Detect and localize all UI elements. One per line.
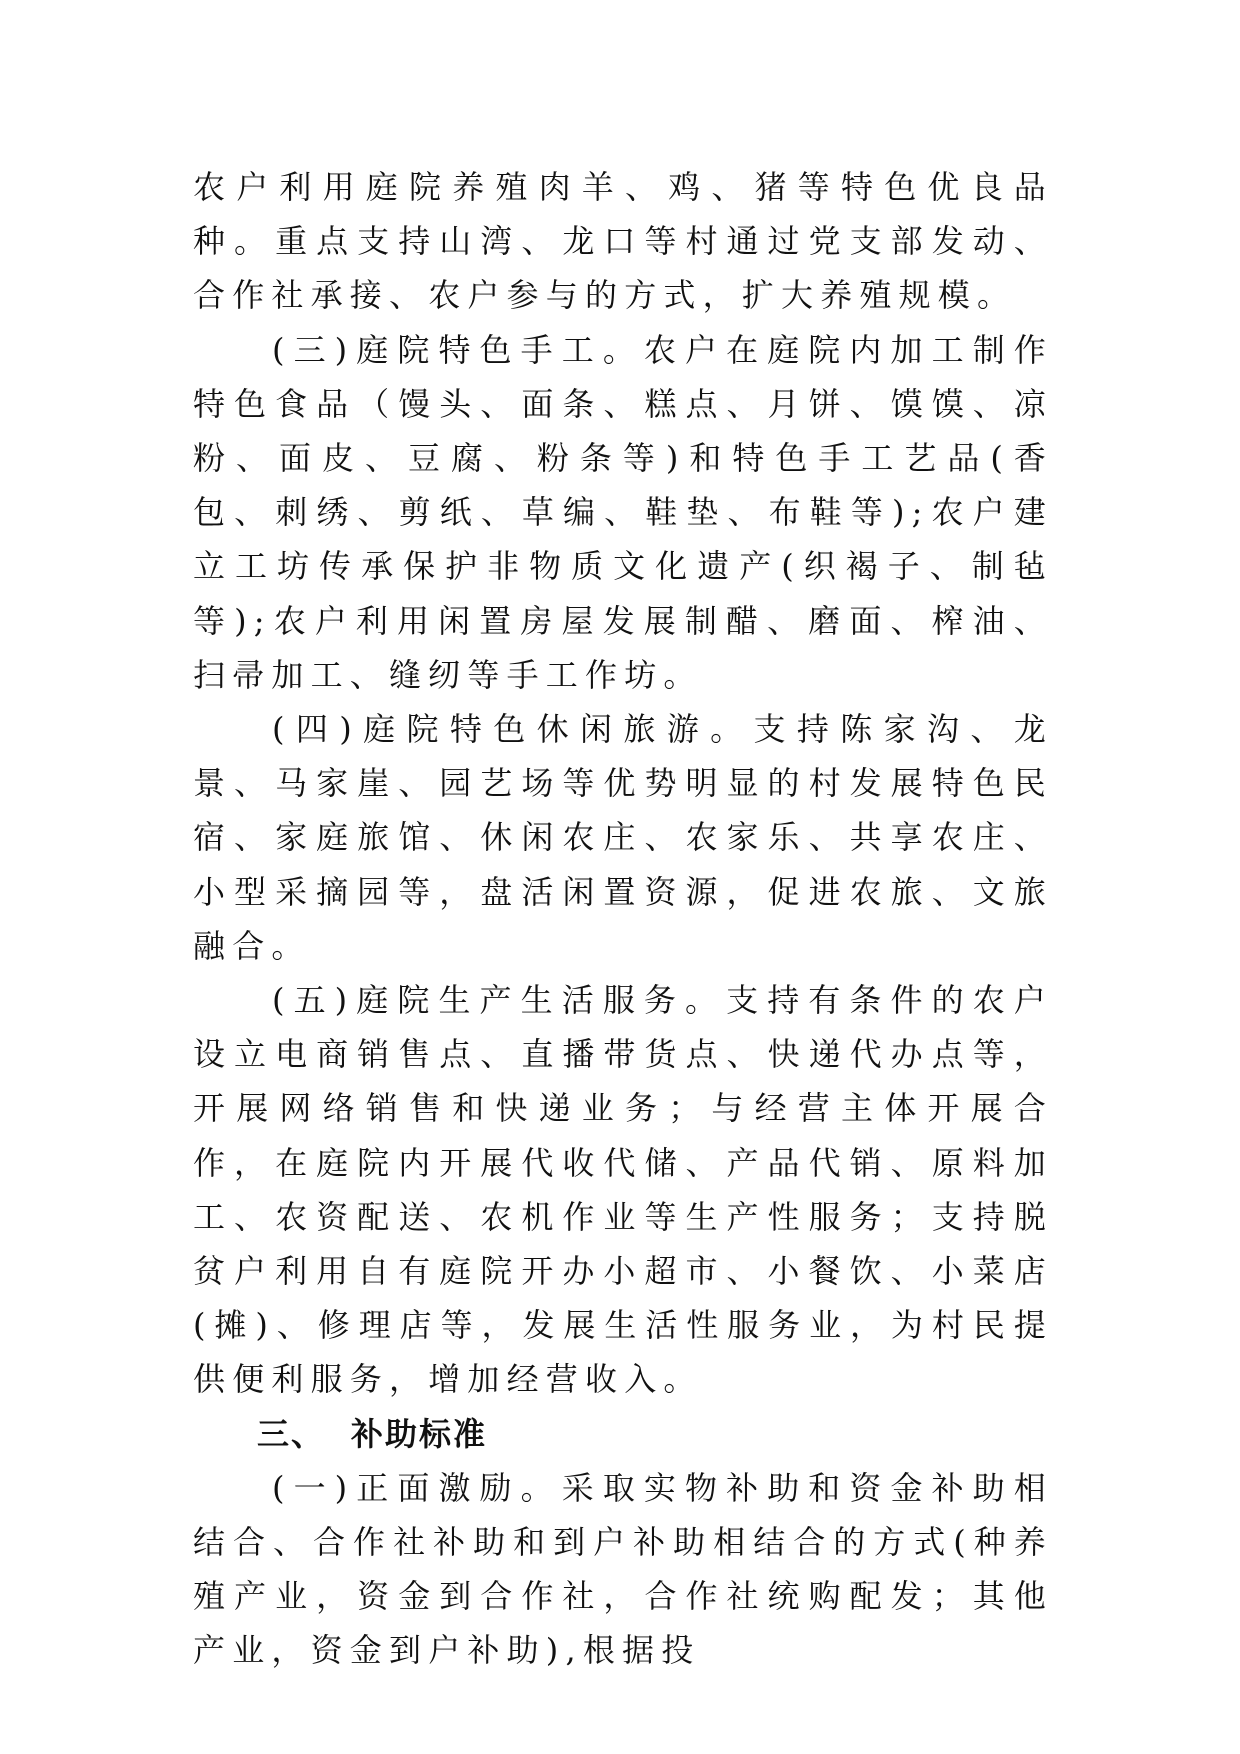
section-number: 三、: [257, 1414, 326, 1453]
paragraph-positive-incentive: (一)正面激励。采取实物补助和资金补助相结合、合作社补助和到户补助相结合的方式(种养殖产业，资金到合作社，合作社统购配发；其他产业，资金到户补助),根据投: [193, 1468, 1053, 1670]
paragraph-courtyard-tourism: (四)庭院特色休闲旅游。支持陈家沟、龙景、马家崖、园艺场等优势明显的村发展特色民宿、家庭旅馆、休闲农庄、农家乐、共享农庄、小型采摘园等，盘活闲置资源，促进农旅、文旅融合。: [193, 710, 1053, 965]
paragraph-courtyard-handicraft: (三)庭院特色手工。农户在庭院内加工制作特色食品（馒头、面条、糕点、月饼、馍馍、凉粉、面皮、豆腐、粉条等)和特色手工艺品(香包、刺绣、剪纸、草编、鞋垫、布鞋等);农户建立工坊传承保护非物质文化遗产(织褐子、制毡等);农户利用闲置房屋发展制醋、磨面、榨油、扫帚加工、缝纫等手工作坊。: [193, 330, 1053, 694]
section-title: 补助标准: [351, 1414, 488, 1453]
paragraph-livestock-continued: 农户利用庭院养殖肉羊、鸡、猪等特色优良品种。重点支持山湾、龙口等村通过党支部发动、合作社承接、农户参与的方式，扩大养殖规模。: [193, 168, 1053, 315]
paragraph-courtyard-services: (五)庭院生产生活服务。支持有条件的农户设立电商销售点、直播带货点、快递代办点等，开展网络销售和快递业务；与经营主体开展合作，在庭院内开展代收代储、产品代销、原料加工、农资配送、农机作业等生产性服务；支持脱贫户利用自有庭院开办小超市、小餐饮、小菜店(摊)、修理店等，发展生活性服务业，为村民提供便利服务，增加经营收入。: [193, 981, 1053, 1399]
section-heading-subsidy-standard: [193, 1407, 1053, 1461]
document-body: [193, 160, 1053, 1677]
